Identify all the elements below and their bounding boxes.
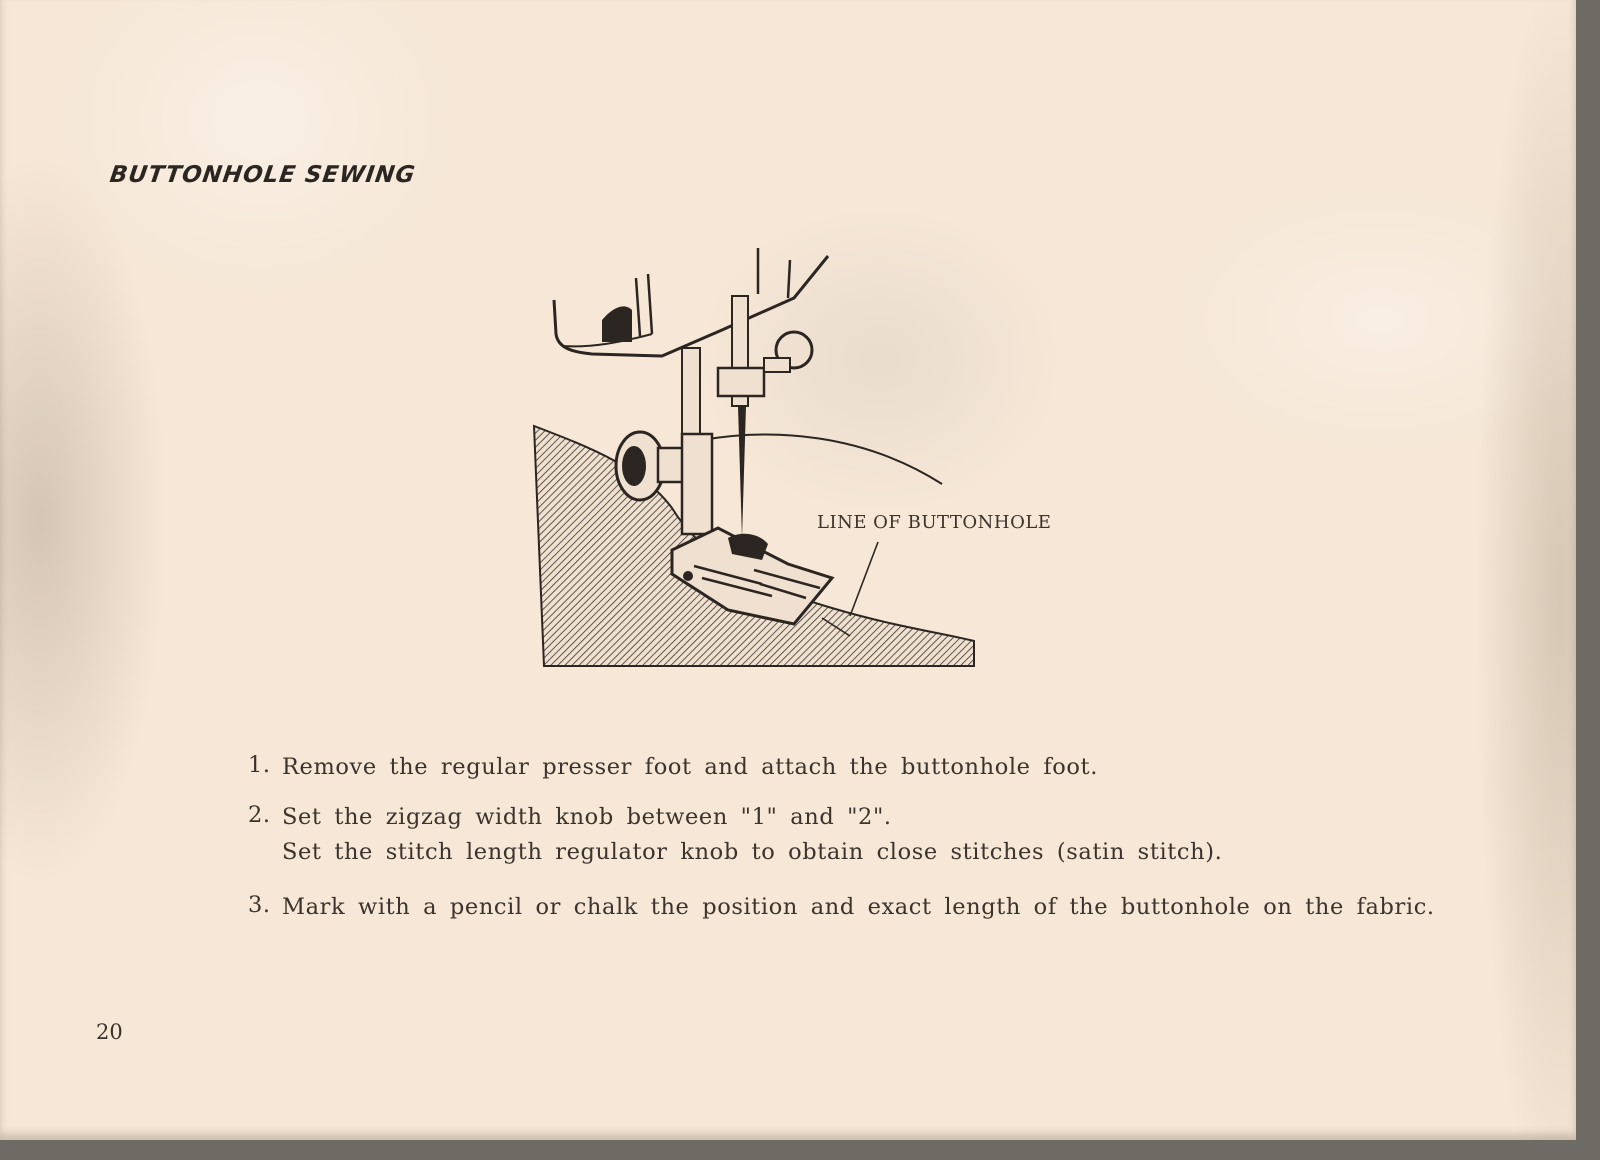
presser-foot-illustration	[532, 238, 1092, 678]
step-text: Set the zigzag width knob between "1" and "2".	[282, 804, 892, 830]
step-2	[248, 802, 1508, 872]
instruction-steps	[248, 752, 1508, 942]
page-number: 20	[96, 1020, 123, 1044]
step-text: Mark with a pencil or chalk the position and exact length of the buttonhole on the fabric.	[282, 894, 1435, 920]
step-3	[248, 892, 1508, 922]
step-number: 2.	[248, 802, 271, 828]
step-1	[248, 752, 1508, 782]
step-number: 1.	[248, 752, 271, 778]
section-title: BUTTONHOLE SEWING	[108, 162, 418, 188]
step-number: 3.	[248, 892, 271, 918]
step-text: Set the stitch length regulator knob to obtain close stitches (satin stitch).	[282, 839, 1223, 865]
callout-line-of-buttonhole: LINE OF BUTTONHOLE	[817, 512, 1052, 533]
step-text: Remove the regular presser foot and attach the buttonhole foot.	[282, 754, 1098, 780]
